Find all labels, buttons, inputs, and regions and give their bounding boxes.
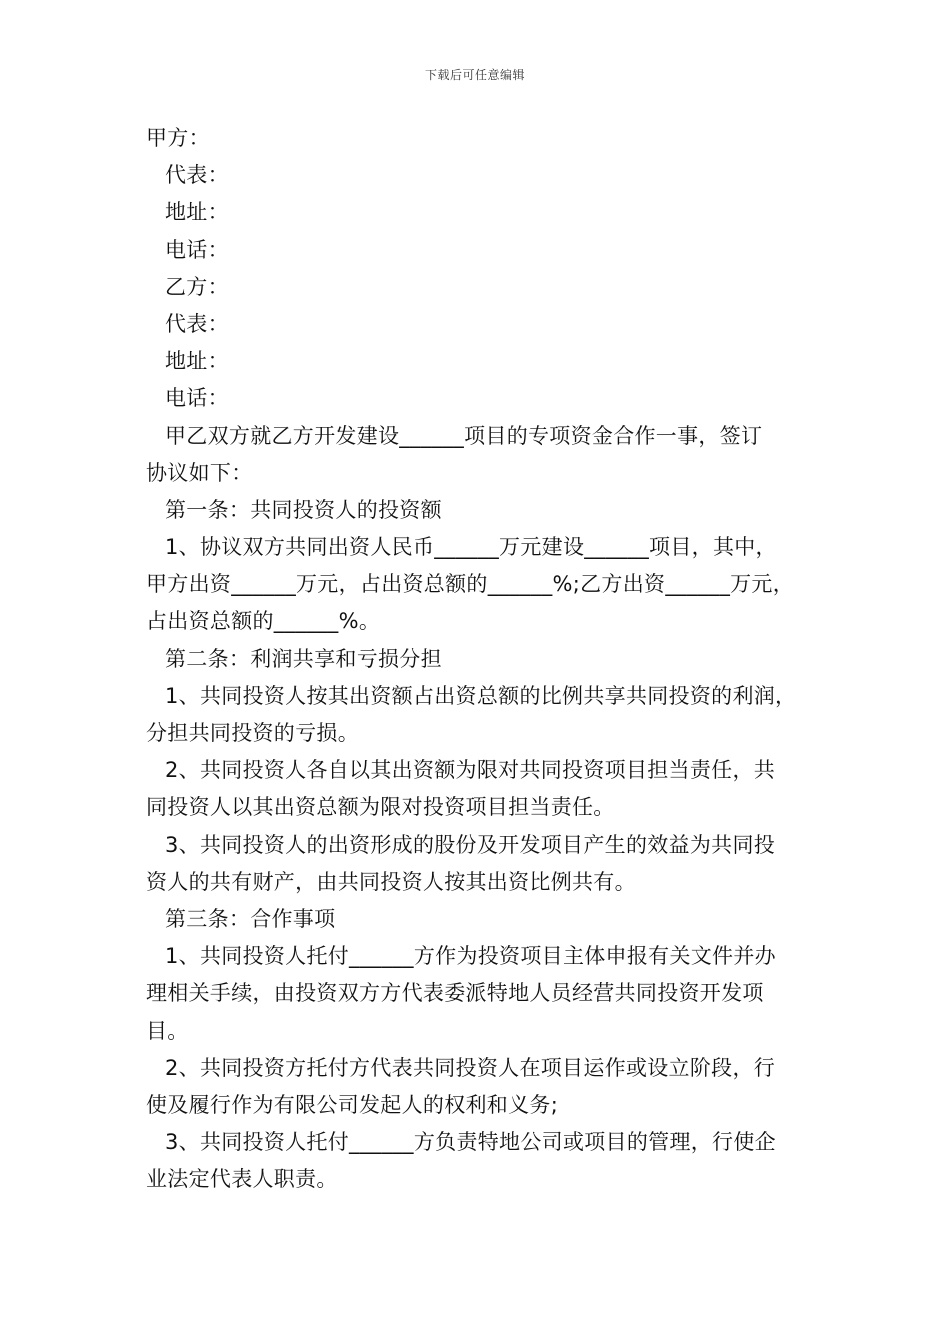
paragraph-line: 1、共同投资人按其出资额占出资总额的比例共享共同投资的利润，: [165, 683, 797, 708]
paragraph-line: 地址：: [165, 349, 229, 374]
paragraph-line: 3、共同投资人的出资形成的股份及开发项目产生的效益为共同投: [165, 832, 776, 857]
document-body: [146, 120, 826, 1198]
paragraph-line: 第二条：利润共享和亏损分担: [165, 646, 442, 671]
paragraph-line: 乙方：: [165, 274, 229, 299]
paragraph-line: 使及履行作为有限公司发起人的权利和义务;: [146, 1092, 559, 1117]
paragraph-line: 1、共同投资人托付______方作为投资项目主体申报有关文件并办: [165, 944, 776, 969]
paragraph-line: 目。: [146, 1018, 189, 1043]
paragraph-line: 第一条：共同投资人的投资额: [165, 497, 442, 522]
paragraph-line: 代表：: [165, 163, 229, 188]
paragraph-line: 同投资人以其出资总额为限对投资项目担当责任。: [146, 795, 615, 820]
paragraph-line: 第三条：合作事项: [165, 906, 336, 931]
paragraph-line: 1、协议双方共同出资人民币______万元建设______项目，其中，: [165, 535, 777, 560]
paragraph-line: 甲方：: [146, 126, 210, 150]
paragraph-line: 甲乙双方就乙方开发建设______项目的专项资金合作一事，签订: [165, 423, 763, 448]
paragraph-line: 分担共同投资的亏损。: [146, 721, 359, 745]
paragraph-line: 2、共同投资方托付方代表共同投资人在项目运作或设立阶段，行: [165, 1055, 776, 1080]
paragraph-line: 理相关手续，由投资双方方代表委派特地人员经营共同投资开发项: [146, 981, 764, 1006]
paragraph-line: 2、共同投资人各自以其出资额为限对共同投资项目担当责任，共: [165, 758, 776, 783]
paragraph-line: 3、共同投资人托付______方负责特地公司或项目的管理，行使企: [165, 1130, 776, 1155]
paragraph-line: 电话：: [165, 237, 229, 262]
paragraph-line: 占出资总额的______%。: [146, 609, 381, 634]
paragraph-line: 代表：: [165, 311, 229, 336]
paragraph-line: 资人的共有财产，由共同投资人按其出资比例共有。: [146, 869, 636, 894]
paragraph-line: 地址：: [165, 200, 229, 225]
header-note: 下载后可任意编辑: [424, 68, 525, 82]
paragraph-line: 协议如下：: [146, 460, 253, 485]
paragraph-line: 甲方出资______万元，占出资总额的______%;乙方出资______万元，: [146, 572, 795, 597]
paragraph-line: 业法定代表人职责。: [146, 1167, 338, 1192]
paragraph-line: 电话：: [165, 386, 229, 411]
